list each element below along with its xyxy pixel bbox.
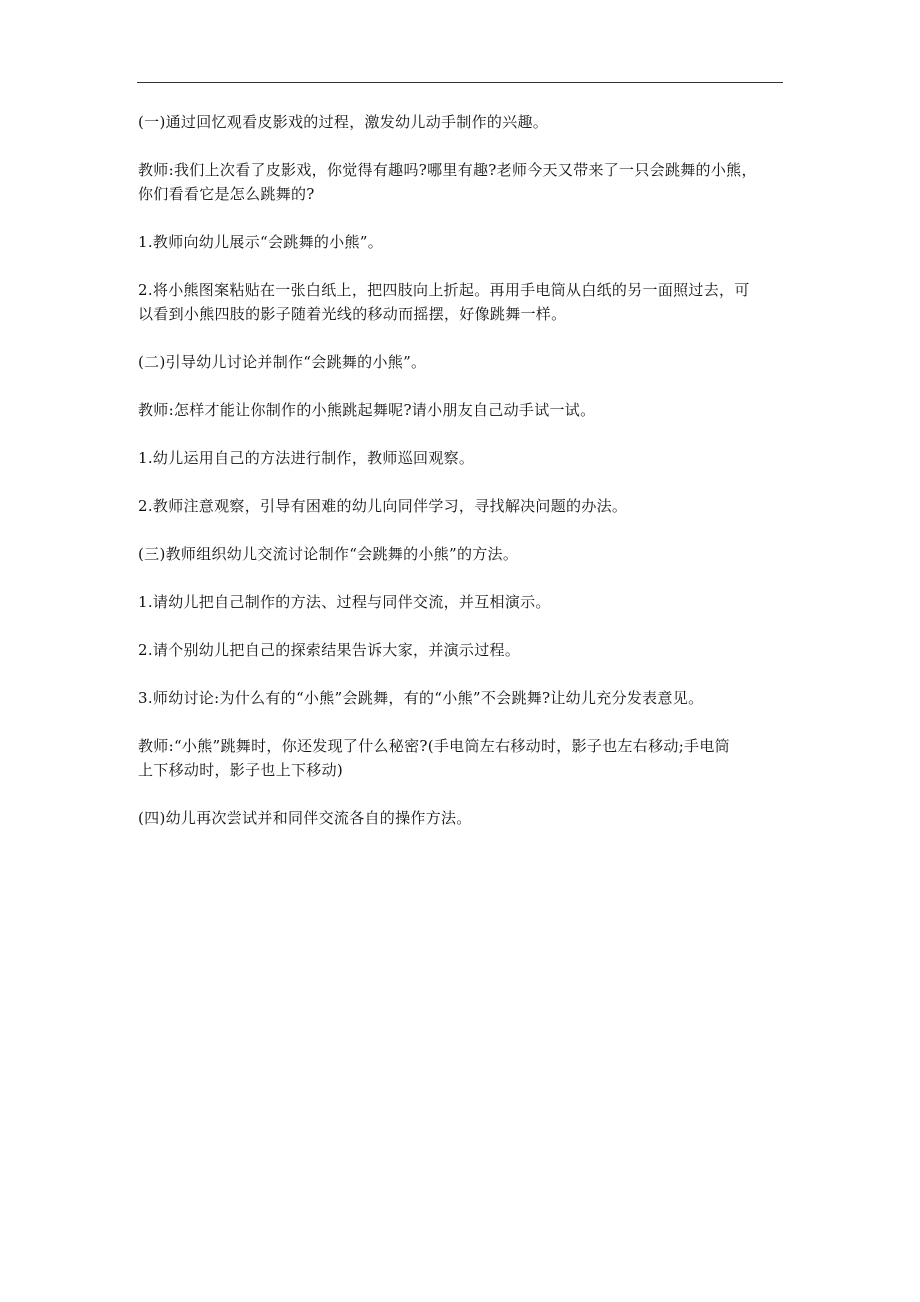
section-heading-3: (三)教师组织幼儿交流讨论制作“会跳舞的小熊”的方法。 <box>138 545 519 563</box>
paragraph-step-2-2: 2.教师注意观察，引导有困难的幼儿向同伴学习，寻找解决问题的办法。 <box>138 497 628 515</box>
paragraph-step-3-2: 2.请个别幼儿把自己的探索结果告诉大家，并演示过程。 <box>138 641 521 659</box>
header-divider <box>137 82 783 83</box>
paragraph-step-3-1: 1.请幼儿把自己制作的方法、过程与同伴交流，并互相演示。 <box>138 593 551 611</box>
paragraph-step-1-2: 2.将小熊图案粘贴在一张白纸上，把四肢向上折起。再用手电筒从白纸的另一面照过去，可 以看到小熊四肢的影子随着光线的移动而摇摆，好像跳舞一样。 <box>138 281 750 323</box>
paragraph-teacher-intro: 教师:我们上次看了皮影戏，你觉得有趣吗?哪里有趣?老师今天又带来了一只会跳舞的小熊， 你们看看它是怎么跳舞的? <box>138 161 757 203</box>
section-heading-4: (四)幼儿再次尝试并和同伴交流各自的操作方法。 <box>138 809 472 827</box>
paragraph-step-1-1: 1.教师向幼儿展示“会跳舞的小熊”。 <box>138 233 384 251</box>
paragraph-teacher-secret: 教师:“小熊”跳舞时，你还发现了什么秘密?(手电筒左右移动时，影子也左右移动;手电筒 上下移动时，影子也上下移动) <box>138 737 730 779</box>
section-heading-1: (一)通过回忆观看皮影戏的过程，激发幼儿动手制作的兴趣。 <box>138 113 549 131</box>
paragraph-step-3-3: 3.师幼讨论:为什么有的“小熊”会跳舞，有的“小熊”不会跳舞?让幼儿充分发表意见。 <box>138 689 704 707</box>
paragraph-teacher-question: 教师:怎样才能让你制作的小熊跳起舞呢?请小朋友自己动手试一试。 <box>138 401 596 419</box>
section-heading-2: (二)引导幼儿讨论并制作“会跳舞的小熊”。 <box>138 353 427 371</box>
paragraph-step-2-1: 1.幼儿运用自己的方法进行制作，教师巡回观察。 <box>138 449 475 467</box>
document-body <box>138 110 784 854</box>
